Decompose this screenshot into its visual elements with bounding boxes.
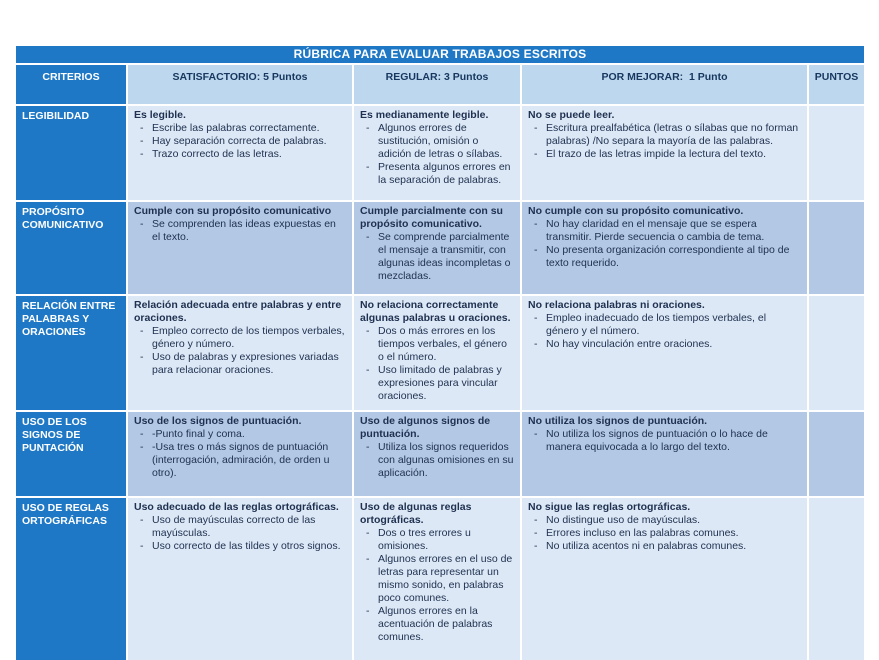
bullet-dash: - [366,325,370,337]
bullet-text: Utiliza los signos requeridos con algunas omisiones en su aplicación. [378,441,514,479]
puntos-cell [808,105,865,201]
rubric-cell-por-mejorar [521,105,808,201]
cell-lead: No se puede leer. [528,109,615,121]
rubric-cell-por-mejorar [521,497,808,660]
bullet-dash: - [140,325,144,337]
bullet-dash: - [140,428,144,440]
bullet-dash: - [366,364,370,376]
bullet-dash: - [140,148,144,160]
header-satisfactorio: SATISFACTORIO: 5 Puntos [127,64,353,105]
bullet-text: Algunos errores de sustitución, omisión o adición de letras o sílabas. [378,122,503,160]
bullet-text: No utiliza acentos ni en palabras comunes. [546,540,747,552]
cell-lead: Cumple con su propósito comunicativo [134,205,332,217]
bullet-item [360,441,514,480]
cell-lead: No cumple con su propósito comunicativo. [528,205,744,217]
bullet-item [134,148,346,161]
cell-lead: No relaciona palabras ni oraciones. [528,299,705,311]
rubric-body [15,105,865,660]
bullet-text: No utiliza los signos de puntuación o lo hace de manera equivocada a lo largo del texto. [546,428,768,453]
rubric-cell-por-mejorar [521,411,808,497]
title-row [15,45,865,64]
rubric-cell-regular [353,411,521,497]
rubric-cell-regular [353,497,521,660]
bullet-item [360,122,514,161]
bullet-text: Escribe las palabras correctamente. [152,122,320,134]
rubric-cell-satisfactorio [127,201,353,295]
cell-lead: Cumple parcialmente con su propósito comunicativo. [360,205,503,230]
bullet-text: Trazo correcto de las letras. [152,148,282,160]
bullet-item [134,540,346,553]
bullet-item [134,351,346,377]
bullet-item [134,428,346,441]
bullet-dash: - [366,605,370,617]
rubric-cell-satisfactorio [127,411,353,497]
bullet-text: Presenta algunos errores en la separación de palabras. [378,161,511,186]
bullet-text: El trazo de las letras impide la lectura del texto. [546,148,767,160]
bullet-text: Se comprenden las ideas expuestas en el texto. [152,218,336,243]
cell-lead: Es legible. [134,109,186,121]
bullet-dash: - [534,514,538,526]
bullet-item [360,605,514,644]
bullet-dash: - [534,428,538,440]
bullet-dash: - [140,122,144,134]
bullet-item [528,540,801,553]
bullet-dash: - [534,527,538,539]
rubric-row [15,201,865,295]
bullet-dash: - [366,441,370,453]
bullet-dash: - [534,244,538,256]
bullet-text: Uso correcto de las tildes y otros signos. [152,540,341,552]
bullet-item [360,527,514,553]
header-puntos: PUNTOS [808,64,865,105]
bullet-text: Algunos errores en la acentuación de palabras comunes. [378,605,493,643]
bullet-dash: - [140,441,144,453]
bullet-dash: - [534,338,538,350]
bullet-item [360,364,514,403]
bullet-text: Uso de mayúsculas correcto de las mayúsculas. [152,514,316,539]
bullet-item [528,338,801,351]
bullet-dash: - [534,122,538,134]
bullet-text: Uso limitado de palabras y expresiones para vincular oraciones. [378,364,502,402]
cell-lead: Uso de algunas reglas ortográficas. [360,501,472,526]
bullet-text: No distingue uso de mayúsculas. [546,514,701,526]
bullet-text: Uso de palabras y expresiones variadas para relacionar oraciones. [152,351,339,376]
bullet-text: No presenta organización correspondiente al tipo de texto requerido. [546,244,790,269]
rubric-row [15,295,865,411]
bullet-item [134,325,346,351]
bullet-text: Escritura prealfabética (letras o sílabas que no forman palabras) /No separa la mayoría de las palabras. [546,122,799,147]
bullet-dash: - [140,218,144,230]
criterion-label: USO DE LOS SIGNOS DE PUNTACIÓN [15,411,127,497]
bullet-text: No hay vinculación entre oraciones. [546,338,713,350]
criterion-label: RELACIÓN ENTRE PALABRAS Y ORACIONES [15,295,127,411]
cell-lead: No utiliza los signos de puntuación. [528,415,708,427]
rubric-cell-regular [353,105,521,201]
bullet-item [528,244,801,270]
bullet-text: Se comprende parcialmente el mensaje a transmitir, con algunas ideas incompletas o mezcladas. [378,231,511,282]
bullet-text: Empleo correcto de los tiempos verbales, género y número. [152,325,345,350]
bullet-item [134,441,346,480]
bullet-item [528,148,801,161]
bullet-text: -Usa tres o más signos de puntuación (interrogación, admiración, de orden u otro). [152,441,330,479]
rubric-row [15,105,865,201]
bullet-text: -Punto final y coma. [152,428,245,440]
rubric-cell-satisfactorio [127,497,353,660]
bullet-dash: - [534,312,538,324]
header-regular: REGULAR: 3 Puntos [353,64,521,105]
bullet-dash: - [366,527,370,539]
header-por-mejorar: POR MEJORAR: 1 Punto [521,64,808,105]
rubric-row [15,411,865,497]
rubric-cell-satisfactorio [127,295,353,411]
bullet-item [360,325,514,364]
criterion-label: PROPÓSITO COMUNICATIVO [15,201,127,295]
bullet-dash: - [366,122,370,134]
rubric-cell-regular [353,201,521,295]
bullet-dash: - [140,514,144,526]
bullet-dash: - [140,135,144,147]
header-row [15,64,865,105]
bullet-item [528,312,801,338]
rubric-table [14,44,866,660]
criterion-label: USO DE REGLAS ORTOGRÁFICAS [15,497,127,660]
bullet-text: Dos o tres errores u omisiones. [378,527,471,552]
bullet-item [528,218,801,244]
bullet-text: No hay claridad en el mensaje que se espera transmitir. Pierde secuencia o cambia de tema. [546,218,765,243]
bullet-item [528,527,801,540]
bullet-item [134,218,346,244]
puntos-cell [808,201,865,295]
puntos-cell [808,497,865,660]
rubric-row [15,497,865,660]
cell-lead: No relaciona correctamente algunas palabras u oraciones. [360,299,511,324]
puntos-cell [808,411,865,497]
puntos-cell [808,295,865,411]
rubric-cell-regular [353,295,521,411]
bullet-dash: - [366,553,370,565]
bullet-dash: - [534,148,538,160]
cell-lead: No sigue las reglas ortográficas. [528,501,691,513]
bullet-dash: - [140,351,144,363]
cell-lead: Es medianamente legible. [360,109,489,121]
cell-lead: Uso adecuado de las reglas ortográficas. [134,501,339,513]
cell-lead: Relación adecuada entre palabras y entre oraciones. [134,299,342,324]
cell-lead: Uso de los signos de puntuación. [134,415,302,427]
bullet-item [528,428,801,454]
bullet-item [528,122,801,148]
bullet-text: Empleo inadecuado de los tiempos verbales, el género y el número. [546,312,767,337]
rubric-cell-por-mejorar [521,201,808,295]
bullet-dash: - [534,218,538,230]
bullet-text: Dos o más errores en los tiempos verbales, el género o el número. [378,325,507,363]
rubric-cell-satisfactorio [127,105,353,201]
bullet-dash: - [534,540,538,552]
rubric-title: RÚBRICA PARA EVALUAR TRABAJOS ESCRITOS [15,45,865,64]
bullet-item [134,135,346,148]
bullet-text: Errores incluso en las palabras comunes. [546,527,739,539]
header-criterios: CRITERIOS [15,64,127,105]
bullet-item [360,231,514,283]
bullet-dash: - [366,231,370,243]
bullet-item [360,161,514,187]
bullet-dash: - [140,540,144,552]
bullet-item [134,122,346,135]
bullet-text: Algunos errores en el uso de letras para representar un mismo sonido, en palabras poco comunes. [378,553,513,604]
criterion-label: LEGIBILIDAD [15,105,127,201]
bullet-text: Hay separación correcta de palabras. [152,135,327,147]
bullet-item [134,514,346,540]
rubric-cell-por-mejorar [521,295,808,411]
bullet-dash: - [366,161,370,173]
cell-lead: Uso de algunos signos de puntuación. [360,415,491,440]
bullet-item [360,553,514,605]
bullet-item [528,514,801,527]
